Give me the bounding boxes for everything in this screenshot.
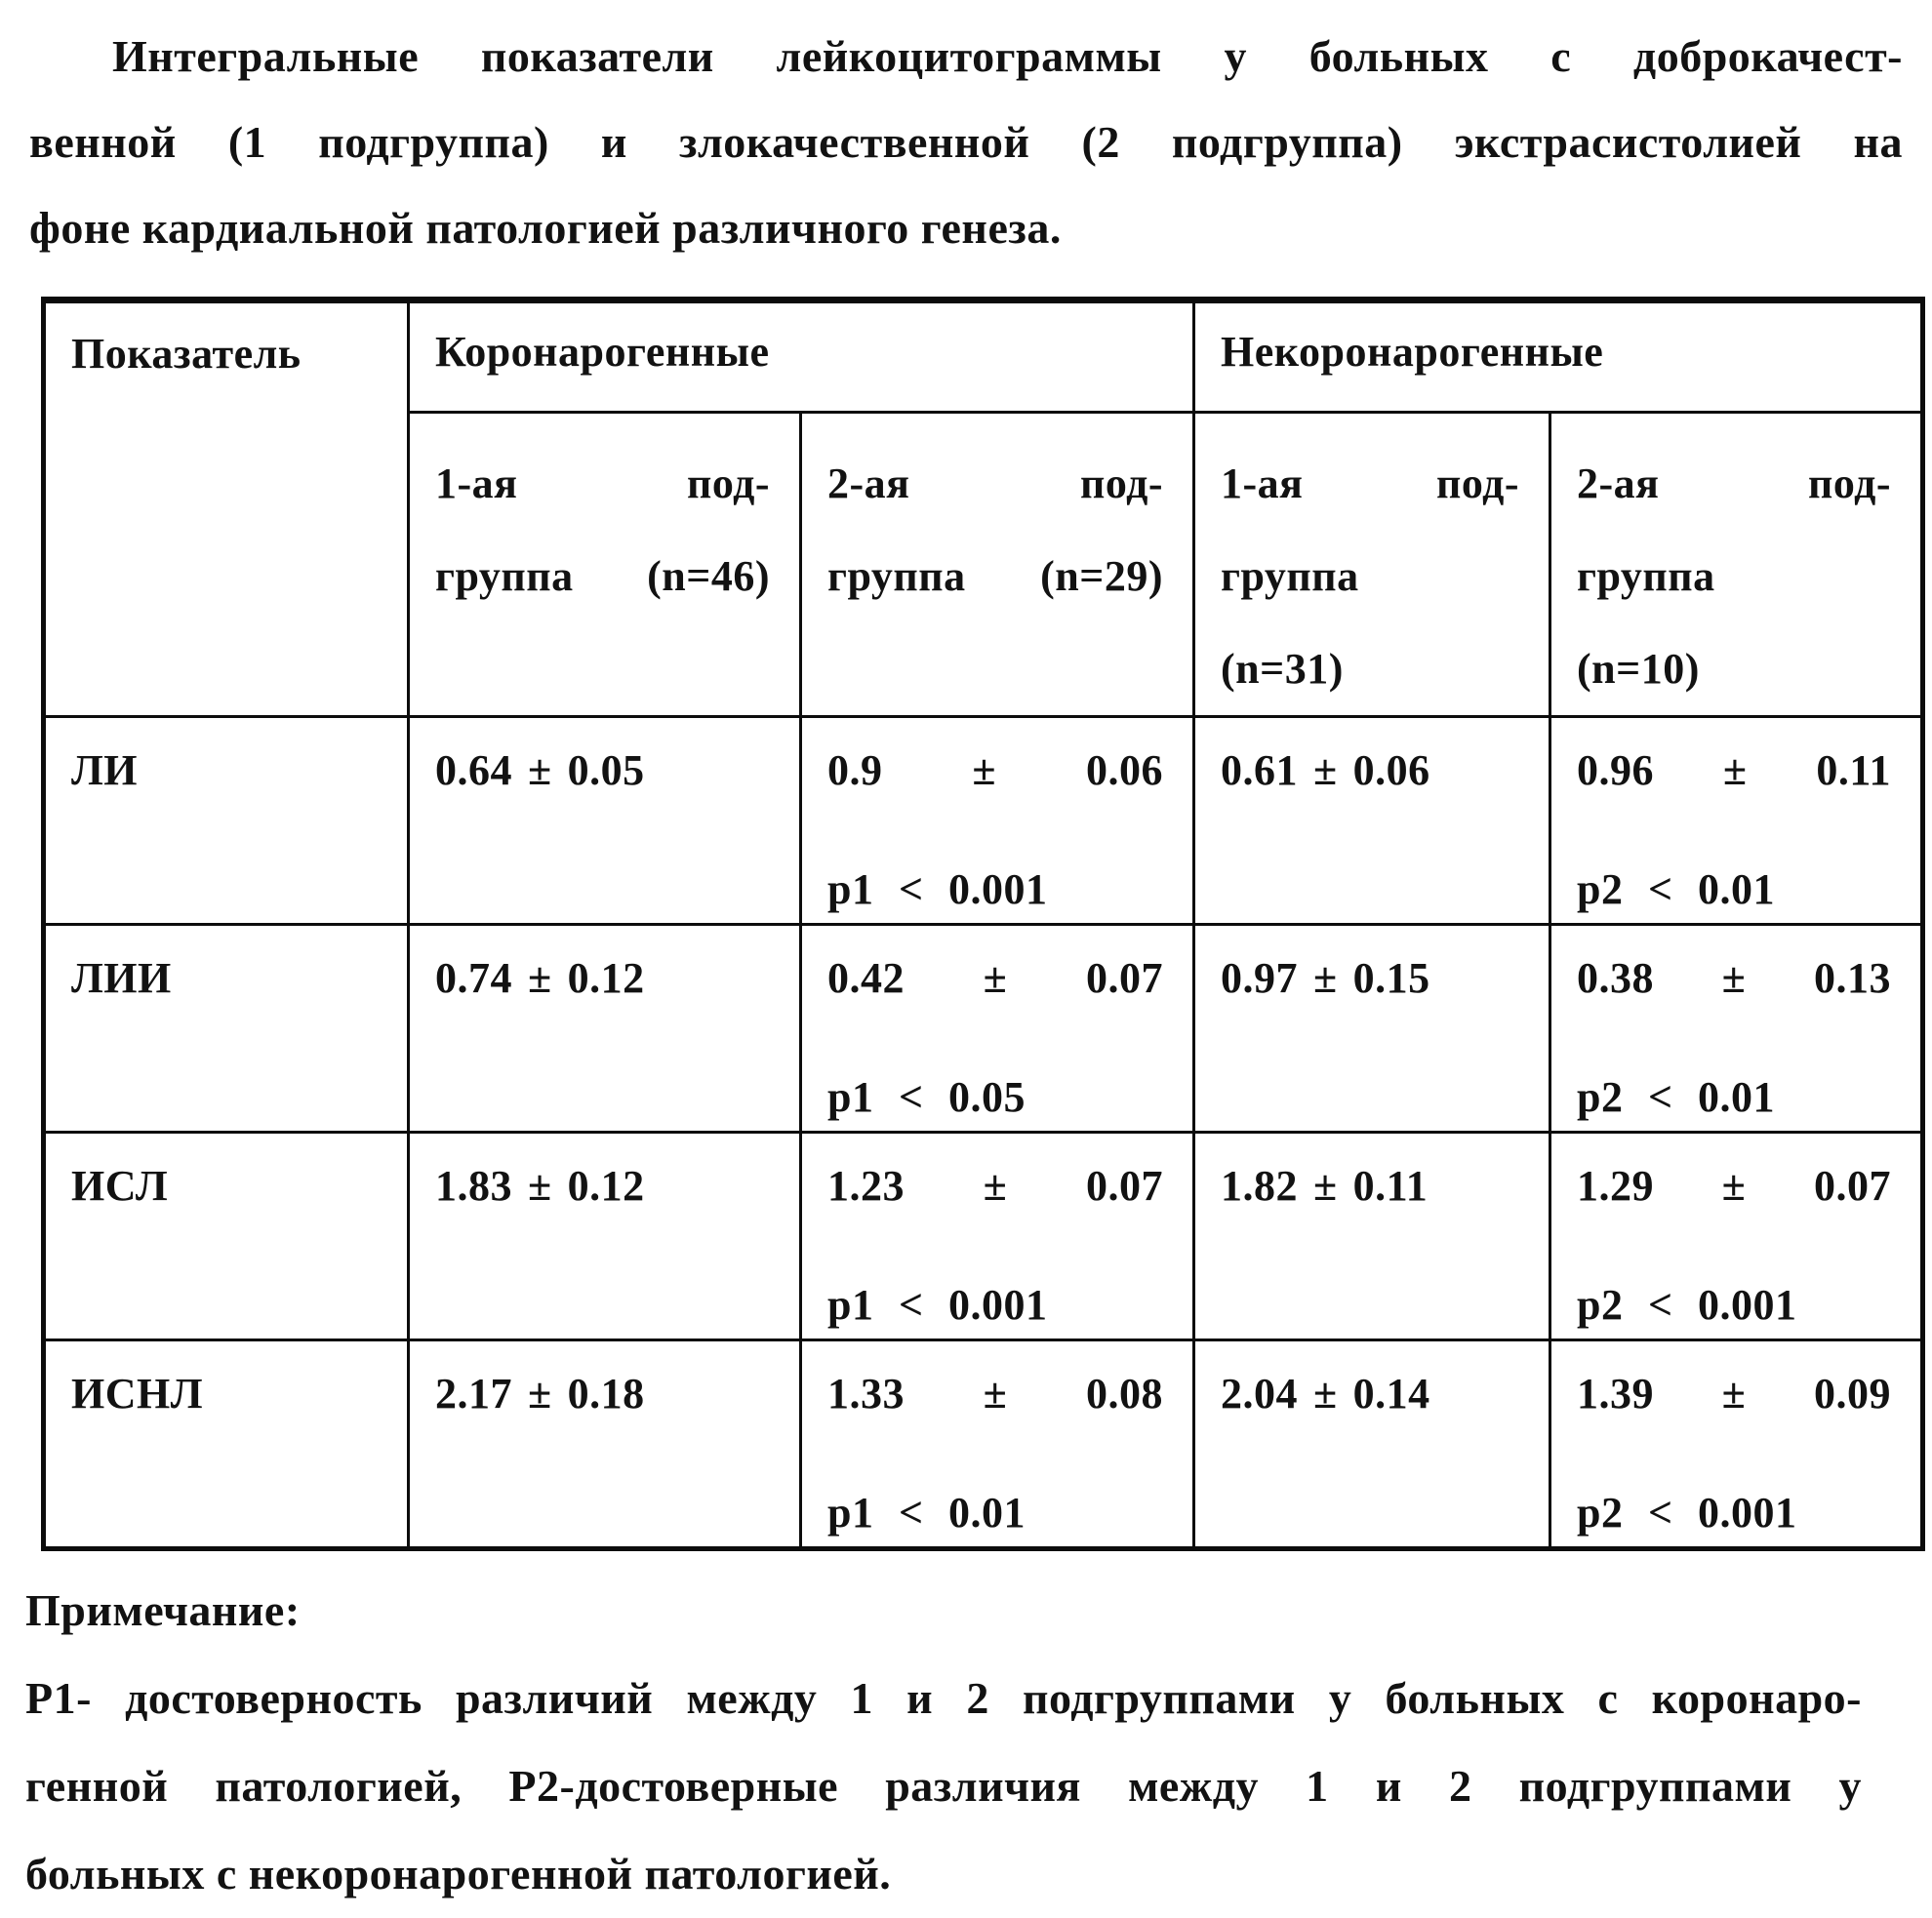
p-value: p2 < 0.001 [1577,1489,1797,1537]
subgroup-ordinal: 2-ая [1577,460,1660,507]
value-cell [801,717,1194,925]
subheader-line [435,530,770,622]
error-value: 0.12 [567,1162,645,1210]
value-cell [409,925,801,1133]
subheader-line [827,437,1163,530]
mean-value: 2.17 [435,1370,512,1418]
footnote-p2-lead: генной патологией, [25,1761,509,1811]
footnote-p1 [25,1655,1862,1742]
plus-minus-sign: ± [983,1370,1008,1418]
subheader-cell-cor-1 [409,413,801,717]
subheader-line: группа [1577,552,1715,600]
plus-minus-sign: ± [1313,1370,1338,1418]
title-paragraph [0,0,1932,271]
row-label-cell [44,1340,409,1549]
subgroup-n: (n=46) [647,552,770,600]
subgroup-word: группа [827,552,966,600]
subheader-line [1577,437,1891,530]
row-label: ЛИ [71,746,139,794]
error-value: 0.07 [1086,1162,1163,1210]
plus-minus-sign: ± [1721,1162,1747,1210]
group-header-label: Коронарогенные [435,328,770,376]
subgroup-n: (n=29) [1040,552,1163,600]
value-cell [409,1340,801,1549]
table-group-header-row [44,300,1923,413]
subgroup-hyphen: под- [1080,460,1163,507]
mean-value: 0.38 [1577,954,1654,1002]
plus-minus-sign: ± [528,1162,552,1210]
row-label: ЛИИ [71,954,172,1002]
table-row [44,925,1923,1133]
subgroup-word: группа [435,552,574,600]
value-cell [1194,717,1550,925]
row-label: ИСЛ [71,1162,169,1210]
subgroup-hyphen: под- [687,460,770,507]
subheader-line: группа [1221,552,1359,600]
title-line-2: венной (1 подгруппа) и злокачественной (2 подгруппа) экстрасистолией на [29,117,1903,167]
footnote-heading: Примечание: [25,1585,301,1635]
value-cell [1194,1133,1550,1340]
p-value: p1 < 0.01 [827,1489,1026,1537]
subheader-line [435,437,770,530]
group-header-noncoronarogenic [1194,300,1923,413]
value-cell [1194,925,1550,1133]
footnote-last-line: больных с некоронарогенной патологией. [25,1849,892,1898]
value-cell [1194,1340,1550,1549]
subgroup-hyphen: под- [1436,460,1519,507]
value-cell [409,1133,801,1340]
plus-minus-sign: ± [983,954,1008,1002]
plus-minus-sign: ± [528,746,552,794]
error-value: 0.06 [1352,746,1430,794]
subheader-line [1221,437,1519,530]
mean-value: 1.83 [435,1162,512,1210]
corner-header-label: Показатель [71,330,302,378]
p-value: p1 < 0.001 [827,865,1048,913]
subgroup-ordinal: 1-ая [435,460,518,507]
value-cell [1550,925,1923,1133]
plus-minus-sign: ± [972,746,997,794]
plus-minus-sign: ± [1721,1370,1747,1418]
mean-value: 1.82 [1221,1162,1298,1210]
error-value: 0.05 [567,746,645,794]
mean-value: 1.29 [1577,1162,1654,1210]
subheader-cell-noncor-1 [1194,413,1550,717]
mean-value: 0.64 [435,746,512,794]
plus-minus-sign: ± [1313,1162,1338,1210]
error-value: 0.15 [1352,954,1430,1002]
error-value: 0.08 [1086,1370,1163,1418]
group-header-label: Некоронарогенные [1221,328,1604,376]
error-value: 0.11 [1816,746,1891,794]
mean-value: 0.97 [1221,954,1298,1002]
row-label-cell [44,925,409,1133]
error-value: 0.13 [1814,954,1891,1002]
mean-value: 0.74 [435,954,512,1002]
mean-value: 0.42 [827,954,905,1002]
table-row [44,1133,1923,1340]
error-value: 0.14 [1352,1370,1430,1418]
subheader-cell-noncor-2 [1550,413,1923,717]
subgroup-n: (n=31) [1221,645,1344,693]
value-cell [801,1133,1194,1340]
error-value: 0.07 [1086,954,1163,1002]
mean-value: 1.39 [1577,1370,1654,1418]
footnote-p1-label: Р1 [25,1673,77,1723]
subheader-cell-cor-2 [801,413,1194,717]
row-label: ИСНЛ [71,1370,204,1418]
error-value: 0.12 [567,954,645,1002]
plus-minus-sign: ± [528,1370,552,1418]
mean-value: 0.61 [1221,746,1298,794]
subheader-line [827,530,1163,622]
plus-minus-sign: ± [528,954,552,1002]
value-cell [1550,1340,1923,1549]
footnote-p2 [25,1742,1862,1830]
p-value: p2 < 0.01 [1577,1073,1776,1121]
mean-value: 1.23 [827,1162,905,1210]
mean-value: 0.9 [827,746,883,794]
row-label-cell [44,1133,409,1340]
footnote-p2-text: -достоверные различия между 1 и 2 подгруппами у [559,1761,1863,1811]
value-cell [801,925,1194,1133]
corner-header-cell [44,300,409,717]
footnote-block [0,1567,1932,1918]
error-value: 0.09 [1814,1370,1891,1418]
value-cell [1550,717,1923,925]
plus-minus-sign: ± [1721,954,1747,1002]
error-value: 0.07 [1814,1162,1891,1210]
error-value: 0.18 [567,1370,645,1418]
plus-minus-sign: ± [1722,746,1748,794]
table-row [44,717,1923,925]
data-table [41,297,1925,1551]
error-value: 0.11 [1352,1162,1429,1210]
mean-value: 0.96 [1577,746,1654,794]
subgroup-n: (n=10) [1577,645,1700,693]
p-value: p1 < 0.001 [827,1281,1048,1329]
value-cell [409,717,801,925]
subgroup-ordinal: 2-ая [827,460,910,507]
subgroup-ordinal: 1-ая [1221,460,1304,507]
mean-value: 2.04 [1221,1370,1298,1418]
footnote-p1-text: - достоверность различий между 1 и 2 подгруппами у больных с коронаро- [76,1673,1862,1723]
mean-value: 1.33 [827,1370,905,1418]
p-value: p1 < 0.05 [827,1073,1026,1121]
value-cell [1550,1133,1923,1340]
p-value: p2 < 0.01 [1577,865,1776,913]
value-cell [801,1340,1194,1549]
error-value: 0.06 [1086,746,1163,794]
plus-minus-sign: ± [1313,954,1338,1002]
p-value: p2 < 0.001 [1577,1281,1797,1329]
group-header-coronarogenic [409,300,1194,413]
plus-minus-sign: ± [1313,746,1338,794]
title-line-1: Интегральные показатели лейкоцитограммы у больных с доброкачест- [112,31,1903,81]
plus-minus-sign: ± [983,1162,1008,1210]
row-label-cell [44,717,409,925]
title-line-3: фоне кардиальной патологией различного генеза. [29,203,1062,253]
table-row [44,1340,1923,1549]
footnote-p2-label: Р2 [508,1761,560,1811]
subgroup-hyphen: под- [1808,460,1891,507]
